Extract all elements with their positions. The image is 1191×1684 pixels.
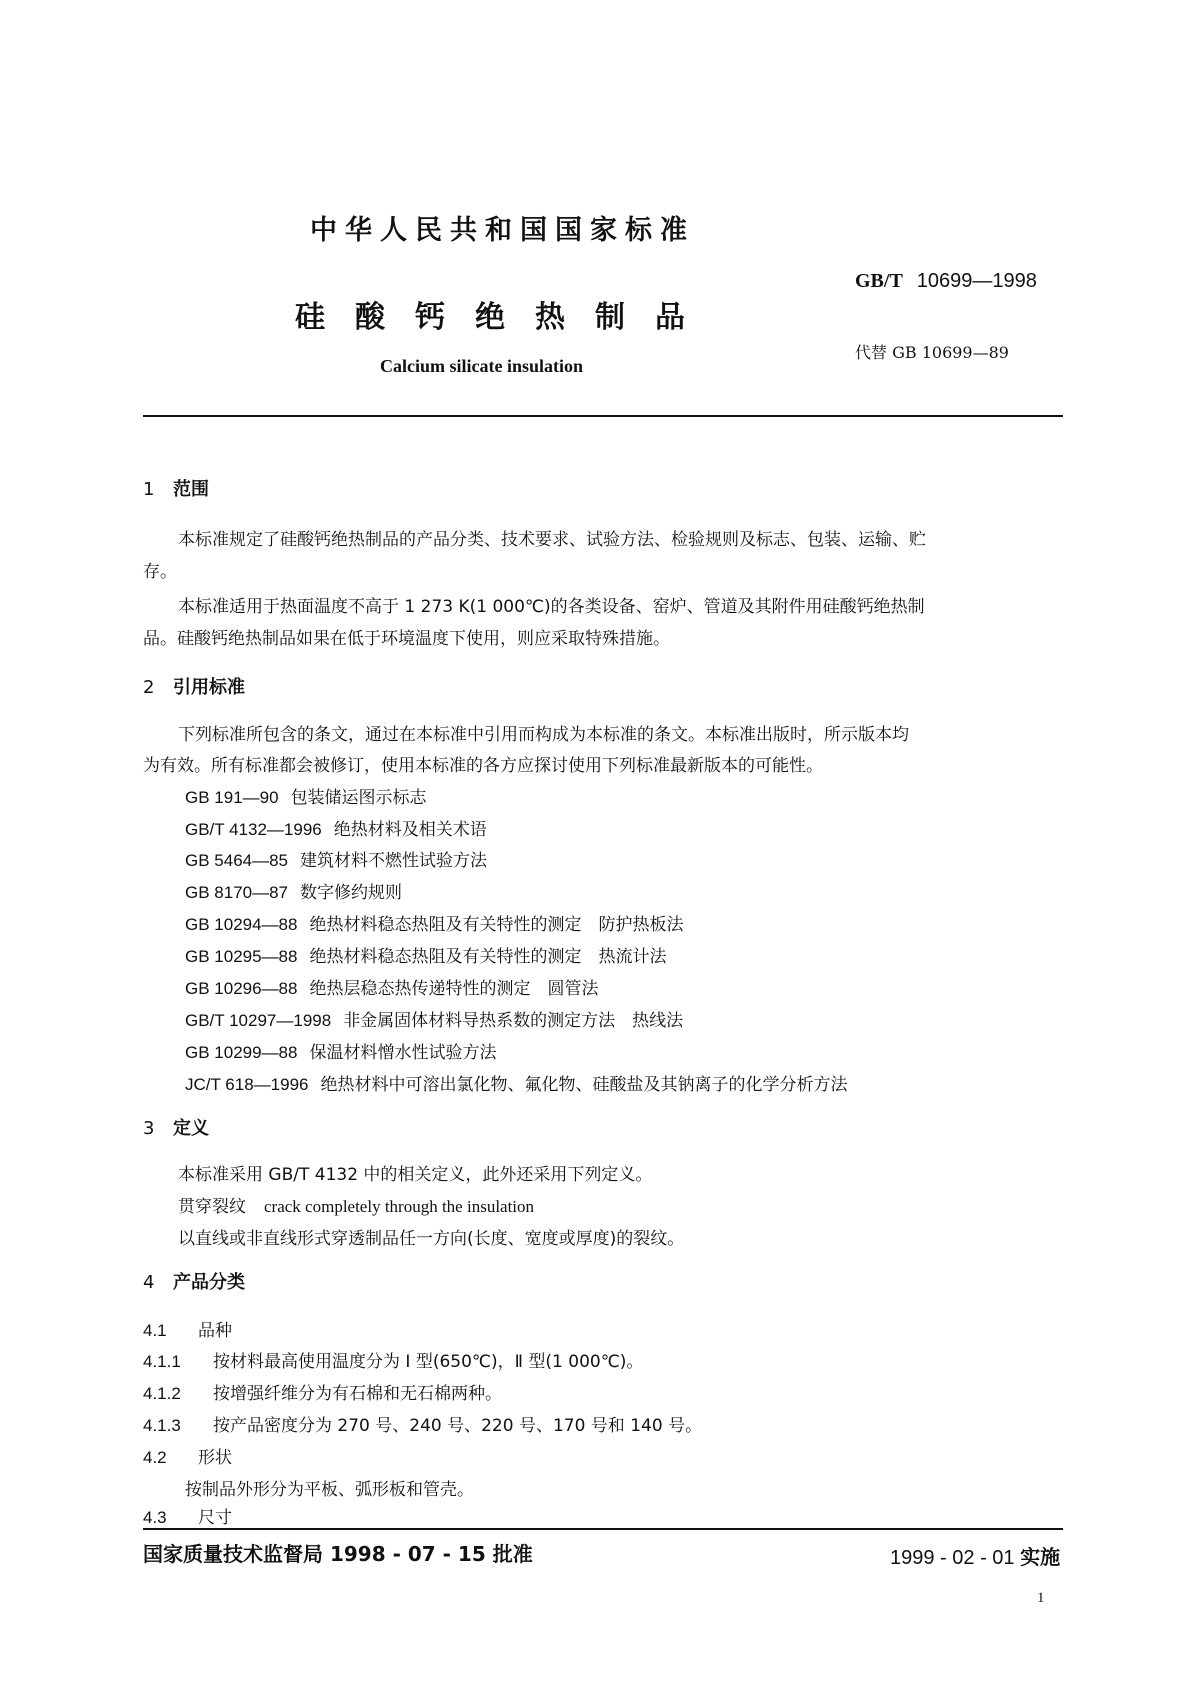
reference-item <box>185 846 487 871</box>
standard-prefix: GB/T <box>855 270 903 292</box>
subclause-text: 尺寸 <box>198 1508 232 1528</box>
subclause-4-1-2 <box>143 1379 502 1404</box>
section-number: 1 <box>143 479 155 500</box>
section-title: 引用标准 <box>173 677 245 698</box>
section-number: 4 <box>143 1272 155 1293</box>
subclause-number: 4.3 <box>143 1508 167 1527</box>
reference-code: GB 10299—88 <box>185 1043 298 1062</box>
reference-code: GB 10294—88 <box>185 915 298 934</box>
document-title-en: Calcium silicate insulation <box>380 356 584 376</box>
header-divider <box>143 415 1063 417</box>
reference-code: GB 5464—85 <box>185 851 289 870</box>
subclause-4-1-1 <box>143 1347 643 1372</box>
section-1-para-2-line-1: 本标准适用于热面温度不高于 1 273 K(1 000℃)的各类设备、窑炉、管道及其附件用硅酸钙绝热制 <box>178 597 925 617</box>
reference-title: 非金属固体材料导热系数的测定方法 热线法 <box>343 1011 684 1031</box>
section-title: 产品分类 <box>173 1272 245 1293</box>
section-4-heading <box>143 1268 245 1294</box>
subclause-text: 按产品密度分为 270 号、240 号、220 号、170 号和 140 号。 <box>213 1416 703 1436</box>
reference-title: 绝热材料稳态热阻及有关特性的测定 热流计法 <box>309 947 667 967</box>
term-cn: 贯穿裂纹 <box>178 1197 246 1217</box>
implementation-date: 1999 - 02 - 01 <box>890 1547 1015 1569</box>
reference-title: 绝热材料及相关术语 <box>333 820 487 840</box>
section-1-para-2-line-2: 品。硅酸钙绝热制品如果在低于环境温度下使用，则应采取特殊措施。 <box>143 629 670 649</box>
section-number: 3 <box>143 1118 155 1139</box>
subclause-number: 4.1.3 <box>143 1416 181 1435</box>
reference-title: 数字修约规则 <box>300 883 403 903</box>
subclause-4-1-3 <box>143 1411 702 1436</box>
implementation-note <box>890 1541 1060 1570</box>
footer-divider <box>143 1528 1063 1530</box>
term-en: crack completely through the insulation <box>264 1197 535 1216</box>
subclause-4-2-body: 按制品外形分为平板、弧形板和管壳。 <box>185 1480 474 1500</box>
section-1-para-1-line-1: 本标准规定了硅酸钙绝热制品的产品分类、技术要求、试验方法、检验规则及标志、包装、运输、贮 <box>178 530 926 550</box>
subclause-text: 按增强纤维分为有石棉和无石棉两种。 <box>213 1384 502 1404</box>
subclause-text: 按材料最高使用温度分为 Ⅰ 型(650℃)，Ⅱ 型(1 000℃)。 <box>213 1352 644 1372</box>
reference-code: GB/T 10297—1998 <box>185 1011 332 1030</box>
subclause-4-2 <box>143 1443 232 1468</box>
reference-title: 建筑材料不燃性试验方法 <box>300 851 488 871</box>
section-2-heading <box>143 673 245 699</box>
approval-note: 国家质量技术监督局 1998 - 07 - 15 批准 <box>143 1542 533 1566</box>
reference-item <box>185 878 402 903</box>
subclause-number: 4.1.2 <box>143 1384 181 1403</box>
reference-code: GB 8170—87 <box>185 883 289 902</box>
replaces-note: 代替 GB 10699—89 <box>855 343 1009 362</box>
section-number: 2 <box>143 677 155 698</box>
reference-item <box>185 783 427 808</box>
subclause-4-1 <box>143 1316 232 1341</box>
reference-code: GB 10295—88 <box>185 947 298 966</box>
reference-item <box>185 1006 683 1031</box>
document-title-cn: 硅酸钙绝热制品 <box>295 300 715 335</box>
definition-term <box>178 1192 534 1217</box>
section-3-line-1: 本标准采用 GB/T 4132 中的相关定义，此外还采用下列定义。 <box>178 1165 653 1185</box>
reference-code: GB/T 4132—1996 <box>185 820 322 839</box>
section-1-para-1-line-2: 存。 <box>143 562 177 582</box>
reference-title: 绝热材料中可溶出氯化物、氟化物、硅酸盐及其钠离子的化学分析方法 <box>320 1075 848 1095</box>
subclause-text: 品种 <box>198 1321 232 1341</box>
section-title: 定义 <box>173 1118 209 1139</box>
reference-item <box>185 974 598 999</box>
definition-text: 以直线或非直线形式穿透制品任一方向(长度、宽度或厚度)的裂纹。 <box>178 1229 685 1249</box>
section-2-intro-line-1: 下列标准所包含的条文，通过在本标准中引用而构成为本标准的条文。本标准出版时，所示版本均 <box>178 725 909 745</box>
reference-title: 绝热层稳态热传递特性的测定 圆管法 <box>309 979 599 999</box>
standard-code: 10699—1998 <box>916 270 1037 292</box>
reference-title: 绝热材料稳态热阻及有关特性的测定 防护热板法 <box>309 915 684 935</box>
reference-item <box>185 1070 847 1095</box>
reference-title: 保温材料憎水性试验方法 <box>309 1043 497 1063</box>
reference-code: GB 191—90 <box>185 788 279 807</box>
section-2-intro-line-2: 为有效。所有标准都会被修订，使用本标准的各方应探讨使用下列标准最新版本的可能性。 <box>143 756 823 776</box>
reference-code: JC/T 618—1996 <box>185 1075 309 1094</box>
subclause-number: 4.1 <box>143 1321 167 1340</box>
reference-item <box>185 910 683 935</box>
subclause-number: 4.1.1 <box>143 1352 181 1371</box>
subclause-text: 形状 <box>198 1448 232 1468</box>
reference-item <box>185 1038 496 1063</box>
reference-code: GB 10296—88 <box>185 979 298 998</box>
standard-number <box>855 270 1037 293</box>
page-number: 1 <box>1037 1590 1045 1606</box>
subclause-4-3 <box>143 1503 232 1528</box>
reference-item <box>185 942 666 967</box>
reference-item <box>185 815 487 840</box>
subclause-number: 4.2 <box>143 1448 167 1467</box>
section-3-heading <box>143 1114 209 1140</box>
section-1-heading <box>143 475 209 501</box>
country-standard-heading: 中华人民共和国国家标准 <box>310 215 695 246</box>
reference-title: 包装储运图示标志 <box>290 788 427 808</box>
implementation-label: 实施 <box>1020 1545 1061 1569</box>
section-title: 范围 <box>173 479 209 500</box>
